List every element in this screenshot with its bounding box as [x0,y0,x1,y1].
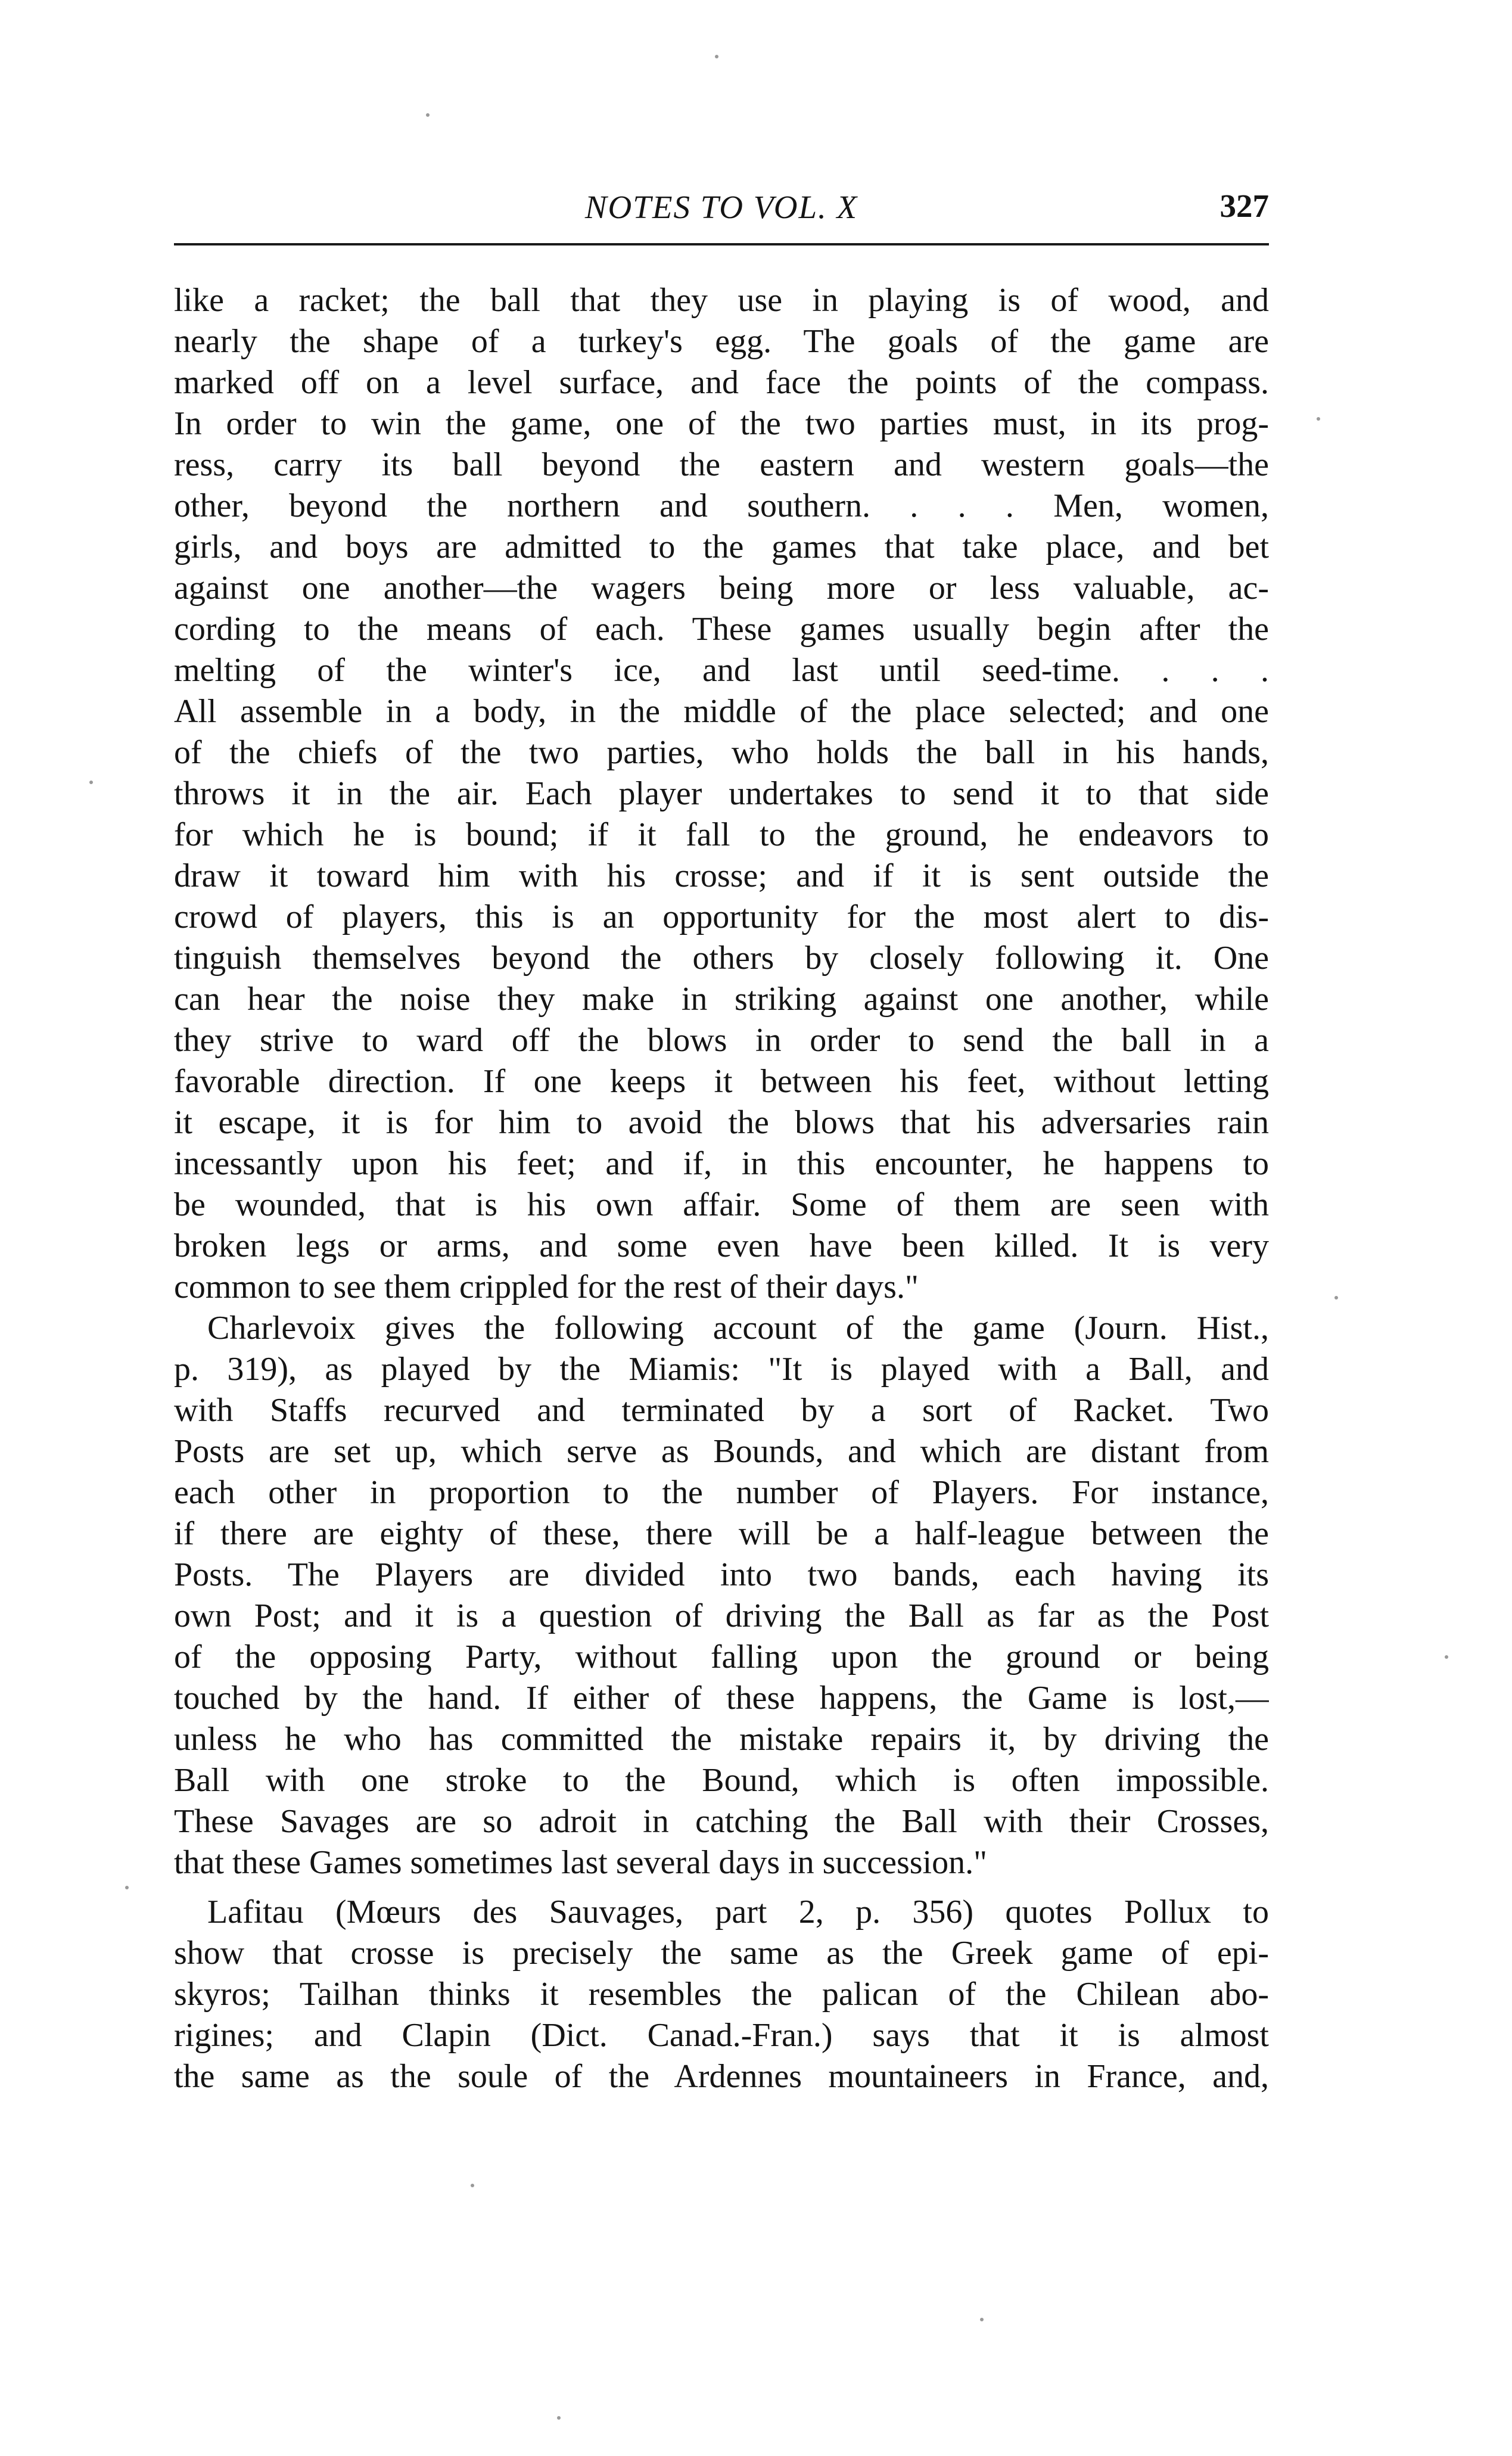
text-line: Posts are set up, which serve as Bounds, and which are distant from [174,1433,1269,1470]
text-line: draw it toward him with his crosse; and if it is sent outside the [174,857,1269,894]
text-line: Charlevoix gives the following account of the game (Journ. Hist., [207,1310,1269,1347]
page-number: 327 [1219,188,1269,224]
text-line: of the opposing Party, without falling upon the ground or being [174,1639,1269,1675]
text-line: other, beyond the northern and southern. . . . Men, women, [174,487,1269,524]
text-line: common to see them crippled for the rest of their days." [174,1269,919,1305]
text-line: melting of the winter's ice, and last until seed-time. . . . [174,652,1269,689]
text-line: tinguish themselves beyond the others by closely following it. One [174,940,1269,977]
text-line: In order to win the game, one of the two parties must, in its prog- [174,405,1269,442]
text-line: the same as the soule of the Ardennes mountaineers in France, and, [174,2058,1269,2095]
text-line: marked off on a level surface, and face the points of the compass. [174,364,1269,401]
text-line: they strive to ward off the blows in order to send the ball in a [174,1022,1269,1059]
text-line: crowd of players, this is an opportunity for the most alert to dis- [174,899,1269,935]
header-rule [174,243,1269,245]
text-line: incessantly upon his feet; and if, in this encounter, he happens to [174,1145,1269,1182]
text-line: broken legs or arms, and some even have been killed. It is very [174,1227,1269,1264]
text-line: p. 319), as played by the Miamis: "It is played with a Ball, and [174,1351,1269,1388]
text-line: nearly the shape of a turkey's egg. The goals of the game are [174,323,1269,360]
text-line: if there are eighty of these, there will be a half-league between the [174,1515,1269,1552]
text-line: skyros; Tailhan thinks it resembles the palican of the Chilean abo- [174,1976,1269,2013]
text-line: girls, and boys are admitted to the games that take place, and bet [174,528,1269,565]
text-line: own Post; and it is a question of driving the Ball as far as the Post [174,1597,1269,1634]
text-line: Ball with one stroke to the Bound, which is often impossible. [174,1762,1269,1799]
text-line: touched by the hand. If either of these happens, the Game is lost,— [174,1680,1269,1717]
text-line: Posts. The Players are divided into two bands, each having its [174,1556,1269,1593]
page-header [174,179,1269,244]
text-line: for which he is bound; if it fall to the ground, he endeavors to [174,816,1269,853]
text-line: can hear the noise they make in striking against one another, while [174,981,1269,1018]
text-line: against one another—the wagers being more or less valuable, ac- [174,570,1269,607]
text-line: These Savages are so adroit in catching the Ball with their Crosses, [174,1803,1269,1840]
text-line: Lafitau (Mœurs des Sauvages, part 2, p. 356) quotes Pollux to [207,1894,1269,1930]
text-line: ress, carry its ball beyond the eastern and western goals—the [174,446,1269,483]
text-line: rigines; and Clapin (Dict. Canad.-Fran.) says that it is almost [174,2017,1269,2054]
text-line: throws it in the air. Each player undertakes to send it to that side [174,775,1269,812]
text-line: unless he who has committed the mistake repairs it, by driving the [174,1721,1269,1758]
text-line: All assemble in a body, in the middle of the place selected; and one [174,693,1269,730]
text-line: with Staffs recurved and terminated by a sort of Racket. Two [174,1392,1269,1429]
text-line: like a racket; the ball that they use in playing is of wood, and [174,282,1269,319]
text-line: of the chiefs of the two parties, who holds the ball in his hands, [174,734,1269,771]
body-text [174,280,1269,2097]
text-line: show that crosse is precisely the same as the Greek game of epi- [174,1935,1269,1972]
text-line: that these Games sometimes last several days in succession." [174,1844,987,1881]
text-line: favorable direction. If one keeps it between his feet, without letting [174,1063,1269,1100]
running-title: NOTES TO VOL. X [584,189,858,225]
text-line: each other in proportion to the number of Players. For instance, [174,1474,1269,1511]
text-line: be wounded, that is his own affair. Some of them are seen with [174,1186,1269,1223]
text-line: cording to the means of each. These games usually begin after the [174,611,1269,648]
text-line: it escape, it is for him to avoid the blows that his adversaries rain [174,1104,1269,1141]
